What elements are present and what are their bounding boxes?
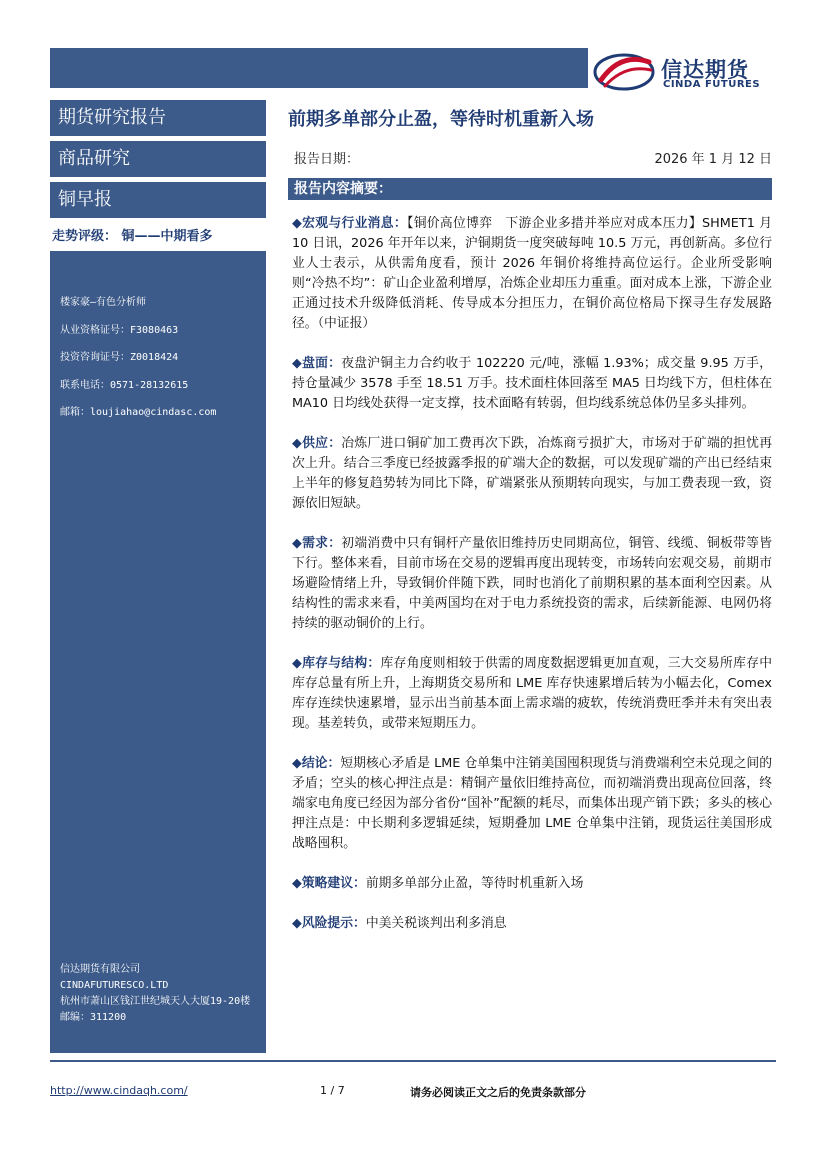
company-logo [593, 50, 783, 92]
paragraph-demand [292, 534, 772, 634]
sidebar-category: 商品研究 [50, 141, 266, 177]
company-postcode: 邮编：311200 [60, 1012, 127, 1023]
paragraph-supply [292, 434, 772, 514]
company-english-name: CINDAFUTURESCO.LTD [60, 980, 169, 991]
footer-divider [50, 1060, 776, 1062]
report-date-value: 2026 年 1 月 12 日 [654, 152, 772, 167]
company-info [60, 962, 266, 1026]
analyst-advisory: 投资咨询证号：Z0018424 [60, 352, 179, 363]
sidebar-report-type: 期货研究报告 [50, 100, 266, 136]
cinda-logo-icon [593, 50, 655, 92]
paragraph-heading: ◆结论： [292, 756, 341, 771]
analyst-info [60, 293, 260, 431]
paragraph-macro [292, 214, 772, 334]
paragraph-inventory [292, 654, 772, 734]
summary-body [292, 214, 772, 954]
page-title: 前期多单部分止盈，等待时机重新入场 [288, 109, 594, 130]
paragraph-heading: ◆盘面： [292, 356, 342, 371]
paragraph-text: 冶炼厂进口铜矿加工费再次下跌，冶炼商亏损扩大，市场对于矿端的担忧再次上升。结合三季度已经披露季报的矿端大企的数据，可以发现矿端的产出已经结束上半年的修复趋势转为同比下降，矿端紧张从预期转向现实，与加工费表现一致，资源依旧短缺。 [292, 436, 773, 511]
analyst-license: 从业资格证号：F3080463 [60, 324, 179, 336]
footer-disclaimer: 请务必阅读正文之后的免责条款部分 [410, 1086, 586, 1099]
paragraph-text: 前期多单部分止盈，等待时机重新入场 [365, 876, 584, 891]
sidebar-rating: 走势评级： 铜——中期看多 [52, 229, 213, 244]
company-address: 杭州市萧山区钱江世纪城天人大厦19-20楼 [60, 996, 251, 1007]
paragraph-text: 库存角度则相较于供需的周度数据逻辑更加直观，三大交易所库存中库存总量有所上升，上海期货交易所和 LME 库存快速累增后转为小幅去化，Comex 库存连续快速累增，显示出当前基本面上需求端的疲软，传统消费旺季并未有突出表现。基差转负，或带来短期压力。 [292, 656, 773, 731]
header-band [50, 48, 588, 88]
sidebar-report-name: 铜早报 [50, 182, 266, 218]
paragraph-heading: ◆需求： [292, 536, 342, 551]
paragraph-heading: ◆策略建议： [292, 876, 366, 891]
paragraph-text: 夜盘沪铜主力合约收于 102220 元/吨，涨幅 1.93%；成交量 9.95 万手，持仓量减少 3578 手至 18.51 万手。技术面柱体回落至 MA5 日均线下方，但柱体在 MA10 日均线处获得一定支撑，技术面略有转弱，但均线系统总体仍呈多头排列。 [292, 356, 772, 411]
paragraph-text: 中美关税谈判出利多消息 [365, 916, 507, 931]
paragraph-heading: ◆供应： [292, 436, 342, 451]
logo-english-name: CINDA FUTURES [663, 79, 761, 90]
report-date-label: 报告日期： [294, 152, 360, 167]
paragraph-risk [292, 914, 772, 934]
paragraph-market [292, 354, 772, 414]
summary-heading: 报告内容摘要： [288, 178, 772, 200]
paragraph-text: 短期核心矛盾是 LME 仓单集中注销美国囤积现货与消费端利空未兑现之间的矛盾；空头的核心押注点是：精铜产量依旧维持高位，而初端消费出现高位回落，终端家电角度已经因为部分省份“国补”配额的耗尽，而集体出现产销下跌；多头的核心押注点是：中长期利多逻辑延续，短期叠加 LME 仓单集中注销，现货运往美国形成战略囤积。 [292, 756, 772, 851]
analyst-name: 楼家豪—有色分析师 [60, 297, 147, 308]
footer-page-number: 1 / 7 [320, 1084, 345, 1097]
paragraph-conclusion [292, 754, 772, 854]
paragraph-heading: ◆宏观与行业消息： [292, 216, 407, 231]
paragraph-text: 初端消费中只有铜杆产量依旧维持历史同期高位，铜管、线缆、铜板带等皆下行。整体来看，目前市场在交易的逻辑再度出现转变，市场转向宏观交易，前期市场避险情绪上升，导致铜价伴随下跌，同时也消化了前期积累的基本面利空因素。从结构性的需求来看，中美两国均在对于电力系统投资的需求，后续新能源、电网仍将持续的驱动铜价的上行。 [292, 536, 773, 631]
paragraph-strategy [292, 874, 772, 894]
paragraph-heading: ◆库存与结构： [292, 656, 381, 671]
company-name: 信达期货有限公司 [60, 964, 140, 975]
logo-chinese-name: 信达期货 [661, 58, 749, 82]
paragraph-text: 【铜价高位博弈 下游企业多措并举应对成本压力】SHMET1 月 10 日讯，2026 年开年以来，沪铜期货一度突破每吨 10.5 万元，再创新高。多位行业人士表示，从供需角度看，预计 2026 年铜价将维持高位运行。企业所受影响则“冷热不均”：矿山企业盈利增厚，冶炼企业却压力重重。面对成本上涨，下游企业正通过技术升级降低消耗、传导成本分担压力，在铜价高位格局下探寻生存发展路径。（中证报） [292, 216, 773, 331]
analyst-email[interactable]: 邮箱：loujiahao@cindasc.com [60, 407, 217, 418]
footer-website-link[interactable]: http://www.cindaqh.com/ [50, 1084, 188, 1097]
analyst-phone: 联系电话：0571-28132615 [60, 379, 189, 391]
paragraph-heading: ◆风险提示： [292, 916, 366, 931]
